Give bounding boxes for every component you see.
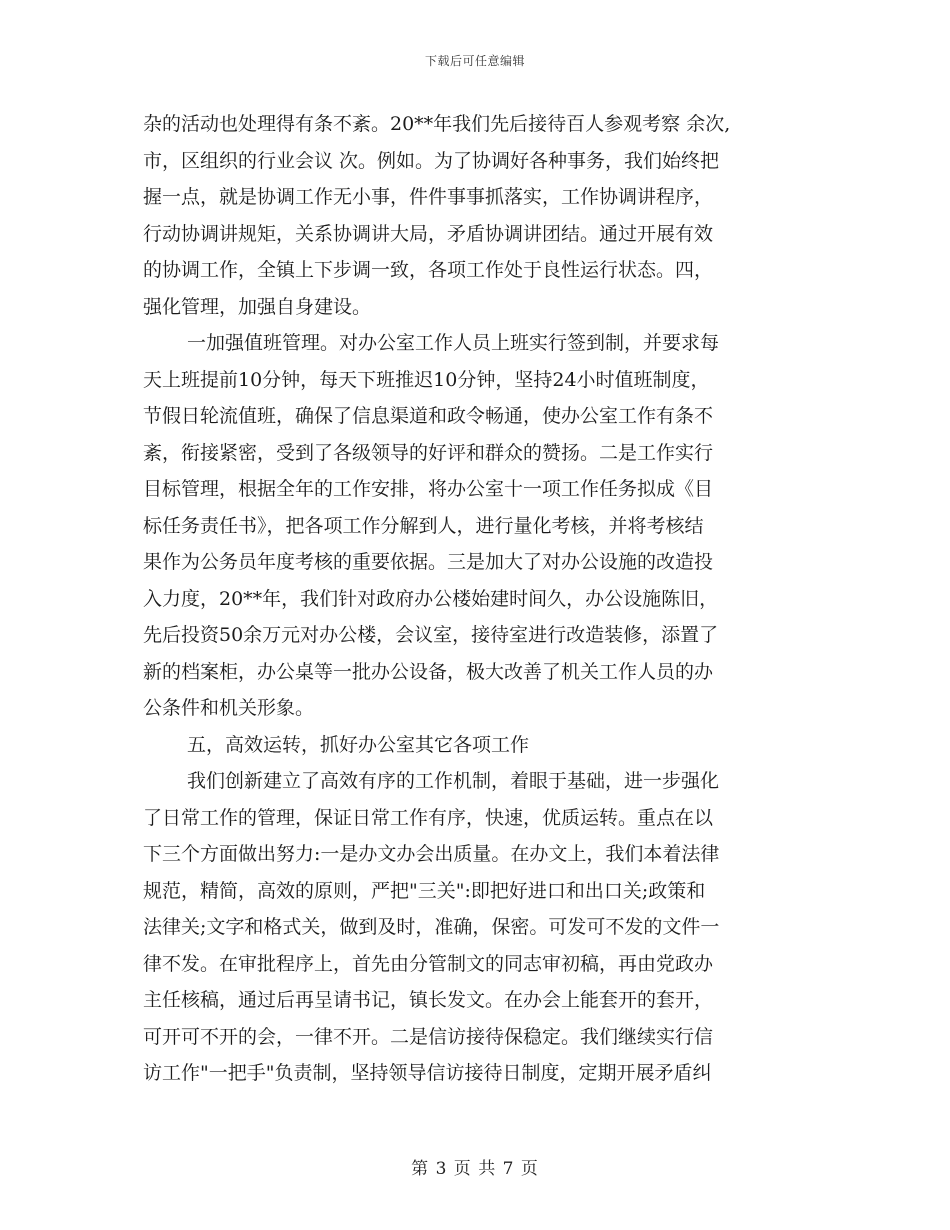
text-line: 天上班提前10分钟，每天下班推迟10分钟，坚持24小时值班制度， xyxy=(143,368,710,391)
text-line: 可开可不开的会，一律不开。二是信访接待保稳定。我们继续实行信 xyxy=(143,1025,714,1048)
body-text xyxy=(143,106,807,1092)
text-line: 节假日轮流值班，确保了信息渠道和政令畅通，使办公室工作有条不 xyxy=(143,405,714,427)
text-line: 访工作"一把手"负责制，坚持领导信访接待日制度，定期开展矛盾纠 xyxy=(143,1062,712,1084)
section-heading: 五，高效运转，抓好办公室其它各项工作 xyxy=(187,733,530,756)
text-line: 强化管理，加强自身建设。 xyxy=(143,295,372,318)
text-line: 规范，精简，高效的原则，严把"三关":即把好进口和出口关;政策和 xyxy=(143,879,706,902)
text-line: 杂的活动也处理得有条不紊。20**年我们先后接待百人参观考察 余次, xyxy=(143,113,731,135)
paragraph-start-line: 一加强值班管理。对办公室工作人员上班实行签到制，并要求每 xyxy=(187,332,720,354)
text-line: 了日常工作的管理，保证日常工作有序，快速，优质运转。重点在以 xyxy=(143,806,714,829)
text-line: 标任务责任书》，把各项工作分解到人，进行量化考核，并将考核结 xyxy=(143,514,704,537)
text-line: 法律关;文字和格式关，做到及时，准确，保密。可发可不发的文件一 xyxy=(143,916,720,938)
text-line: 律不发。在审批程序上，首先由分管制文的同志审初稿，再由党政办 xyxy=(143,952,714,975)
text-line: 下三个方面做出努力:一是办文办会出质量。在办文上，我们本着法律 xyxy=(143,843,720,865)
text-line: 目标管理，根据全年的工作安排，将办公室十一项工作任务拟成《目 xyxy=(143,478,714,500)
text-line: 新的档案柜，办公桌等一批办公设备，极大改善了机关工作人员的办 xyxy=(143,660,714,683)
text-line: 入力度，20**年，我们针对政府办公楼始建时间久，办公设施陈旧， xyxy=(143,587,719,610)
text-line: 公条件和机关形象。 xyxy=(143,697,315,719)
text-line: 握一点，就是协调工作无小事，件件事事抓落实，工作协调讲程序， xyxy=(143,186,714,208)
page-number: 第 3 页 共 7 页 xyxy=(411,1159,539,1179)
text-line: 的协调工作，全镇上下步调一致，各项工作处于良性运行状态。四， xyxy=(143,259,714,281)
text-line: 果作为公务员年度考核的重要依据。三是加大了对办公设施的改造投 xyxy=(143,551,714,573)
text-line: 紊，衔接紧密，受到了各级领导的好评和群众的赞扬。二是工作实行 xyxy=(143,441,714,464)
text-line: 行动协调讲规矩，关系协调讲大局，矛盾协调讲团结。通过开展有效 xyxy=(143,222,714,245)
page-header: 下载后可任意编辑 xyxy=(424,54,525,68)
text-line: 市，区组织的行业会议 次。例如。为了协调好各种事务，我们始终把 xyxy=(143,149,720,172)
paragraph-start-line: 我们创新建立了高效有序的工作机制，着眼于基础，进一步强化 xyxy=(187,770,720,792)
text-line: 主任核稿，通过后再呈请书记，镇长发文。在办会上能套开的套开， xyxy=(143,989,714,1011)
text-line: 先后投资50余万元对办公楼，会议室，接待室进行改造装修，添置了 xyxy=(143,624,719,646)
